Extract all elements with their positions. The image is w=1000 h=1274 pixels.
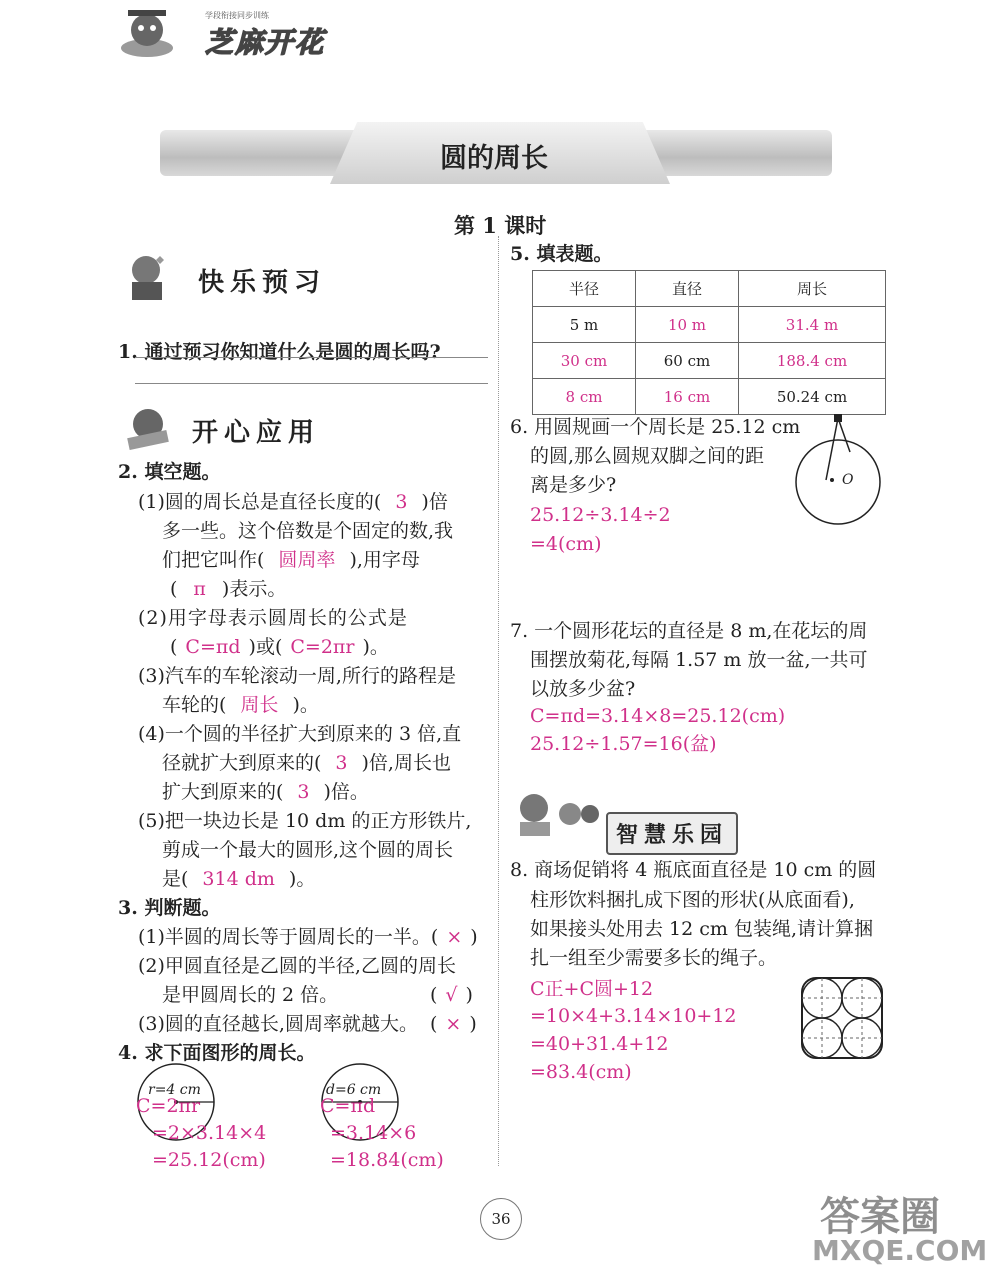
q2-1c: [162, 546, 420, 575]
q6-line1: 6. 用圆规画一个周长是 25.12 cm: [510, 416, 801, 438]
q2-4a: (4)一个圆的半径扩大到原来的 3 倍,直: [138, 723, 462, 745]
q4-c1-step1: C=2πr: [136, 1095, 201, 1117]
answer: 314 dm: [202, 868, 275, 890]
header-mascot: [118, 8, 176, 60]
table-row: [533, 307, 886, 343]
table-cell: 60 cm: [636, 343, 739, 379]
column-header: 直径: [636, 271, 739, 307]
q2-5b: 剪成一个最大的圆形,这个圆的周长: [162, 839, 454, 861]
column-divider: [498, 236, 499, 1166]
text: ): [470, 926, 478, 948]
table-cell: 16 cm: [636, 379, 739, 415]
text: )表示。: [221, 578, 287, 600]
table-cell: 10 m: [636, 307, 739, 343]
center-label: O: [842, 472, 854, 488]
text: (: [170, 636, 178, 658]
page-number-badge: [480, 1198, 522, 1240]
q4-c2-step2: =3.14×6: [330, 1122, 417, 1144]
q2-3a: (3)汽车的车轮滚动一周,所行的路程是: [138, 665, 456, 687]
section-wisdom-label: 智慧乐园: [606, 812, 738, 855]
q3-heading: 3. 判断题。: [118, 897, 221, 919]
text: (1)圆的周长总是直径长度的(: [138, 491, 382, 513]
text: ),用字母: [349, 549, 420, 571]
q3-3: (3)圆的直径越长,圆周率就越大。: [138, 1013, 418, 1035]
q8-line1: 8. 商场促销将 4 瓶底面直径是 10 cm 的圆: [510, 859, 877, 881]
q4-c2-step1: C=πd: [320, 1095, 376, 1117]
q6-step1: 25.12÷3.14÷2: [530, 504, 671, 526]
q1-text: 1. 通过预习你知道什么是圆的周长吗?: [118, 341, 441, 363]
watermark-site: MXQE.COM: [812, 1234, 988, 1267]
q7-line2: 围摆放菊花,每隔 1.57 m 放一盆,一共可: [530, 649, 868, 671]
q8-step4: =83.4(cm): [530, 1061, 632, 1083]
q6-line3: 离是多少?: [530, 474, 617, 496]
q6-line2: 的圆,那么圆规双脚之间的距: [530, 445, 765, 467]
text: )。: [288, 868, 316, 890]
q7-line1: 7. 一个圆形花坛的直径是 8 m,在花坛的周: [510, 620, 868, 642]
q2-4b: [162, 749, 451, 778]
section-wisdom: [606, 812, 738, 855]
q2-heading: 2. 填空题。: [118, 461, 221, 483]
answer: 3: [335, 752, 348, 774]
q2-1d: [170, 575, 286, 604]
table-cell: 188.4 cm: [739, 343, 886, 379]
text: 径就扩大到原来的(: [162, 752, 322, 774]
answer: ×: [445, 1013, 462, 1035]
table-cell: 8 cm: [533, 379, 636, 415]
header-tagline: 学段衔接同步训练: [205, 11, 269, 20]
q8-step1: C正+C圆+12: [530, 978, 654, 1000]
q4-c1-step2: =2×3.14×4: [152, 1122, 267, 1144]
q2-2a: (2)用字母表示圆周长的公式是: [138, 607, 408, 629]
text: )。: [292, 694, 319, 716]
q3-2-answer: ( √ ): [430, 984, 473, 1006]
table-cell: 50.24 cm: [739, 379, 886, 415]
answer: π: [193, 578, 206, 600]
page-number: 36: [491, 1210, 511, 1228]
text: )。: [362, 636, 389, 658]
text: (1)半圆的周长等于圆周长的一半。(: [138, 926, 439, 948]
answer-line-2: [135, 383, 488, 384]
apply-mascot-icon: [122, 404, 182, 454]
answer-line-1: [135, 357, 488, 358]
text: 扩大到原来的(: [162, 781, 284, 803]
logo-text: 芝麻开花: [205, 26, 326, 59]
text: )或(: [248, 636, 283, 658]
q8-step3: =40+31.4+12: [530, 1033, 669, 1055]
q3-1: [138, 923, 478, 952]
q2-4c: [162, 778, 369, 807]
table-row: [533, 379, 886, 415]
q5-table-wrap: [532, 270, 886, 415]
answer: C=2πr: [290, 636, 355, 658]
answer: C=πd: [185, 636, 241, 658]
table-cell: 5 m: [533, 307, 636, 343]
answer: ×: [446, 926, 463, 948]
table-cell: 31.4 m: [739, 307, 886, 343]
q8-line4: 扎一组至少需要多长的绳子。: [530, 947, 778, 969]
table-cell: 30 cm: [533, 343, 636, 379]
wisdom-mascot-icon: [512, 790, 602, 846]
q5-table-body: [533, 307, 886, 415]
q2-3b: [162, 691, 319, 720]
compass-figure: [792, 412, 884, 536]
text: 们把它叫作(: [162, 549, 265, 571]
text: 车轮的(: [162, 694, 227, 716]
text: )倍: [421, 491, 448, 513]
preview-mascot-icon: [120, 248, 178, 306]
q4-c1-step3: =25.12(cm): [152, 1149, 266, 1171]
q8-step2: =10×4+3.14×10+12: [530, 1005, 737, 1027]
q2-1b: 多一些。这个倍数是个固定的数,我: [162, 520, 454, 542]
q8-line2: 柱形饮料捆扎成下图的形状(从底面看),: [530, 889, 855, 911]
answer: 圆周率: [278, 549, 336, 571]
lesson-label: 第 1 课时: [454, 213, 547, 238]
q4-heading: 4. 求下面图形的周长。: [118, 1042, 316, 1064]
q6-step2: =4(cm): [530, 533, 602, 555]
column-header: 半径: [533, 271, 636, 307]
text: (: [170, 578, 178, 600]
section-preview: 快乐预习: [198, 268, 327, 298]
q3-2a: (2)甲圆直径是乙圆的半径,乙圆的周长: [138, 955, 456, 977]
q2-5c: [162, 865, 315, 894]
mascot-icon: [118, 8, 176, 60]
column-header: 周长: [739, 271, 886, 307]
q7-step2: 25.12÷1.57=16(盆): [530, 733, 717, 755]
diameter-label: d=6 cm: [326, 1082, 382, 1098]
answer: 3: [297, 781, 310, 803]
header-logo: [205, 10, 325, 61]
radius-label: r=4 cm: [148, 1082, 201, 1098]
text: )倍,周长也: [361, 752, 451, 774]
q3-2b: 是甲圆周长的 2 倍。: [162, 984, 339, 1006]
q7-step1: C=πd=3.14×8=25.12(cm): [530, 705, 786, 727]
q2-1a: [138, 488, 448, 517]
q3-3-answer: ( × ): [430, 1013, 477, 1035]
q2-2b: [170, 633, 389, 662]
q2-5a: (5)把一块边长是 10 dm 的正方形铁片,: [138, 810, 472, 832]
q5-heading: 5. 填表题。: [510, 243, 613, 265]
page-title: 圆的周长: [440, 143, 548, 174]
q4-c2-step3: =18.84(cm): [330, 1149, 444, 1171]
answer: √: [445, 984, 458, 1006]
bottles-figure: [800, 976, 884, 1064]
table-row: [533, 343, 886, 379]
answer: 3: [395, 491, 408, 513]
q5-table: [532, 270, 886, 415]
text: )倍。: [323, 781, 369, 803]
q7-line3: 以放多少盆?: [530, 678, 636, 700]
watermark-stamp: 答案圈: [820, 1194, 940, 1240]
section-apply: 开心应用: [192, 418, 321, 448]
q8-line3: 如果接头处用去 12 cm 包装绳,请计算捆: [530, 918, 873, 940]
text: 是(: [162, 868, 189, 890]
answer: 周长: [240, 694, 279, 716]
